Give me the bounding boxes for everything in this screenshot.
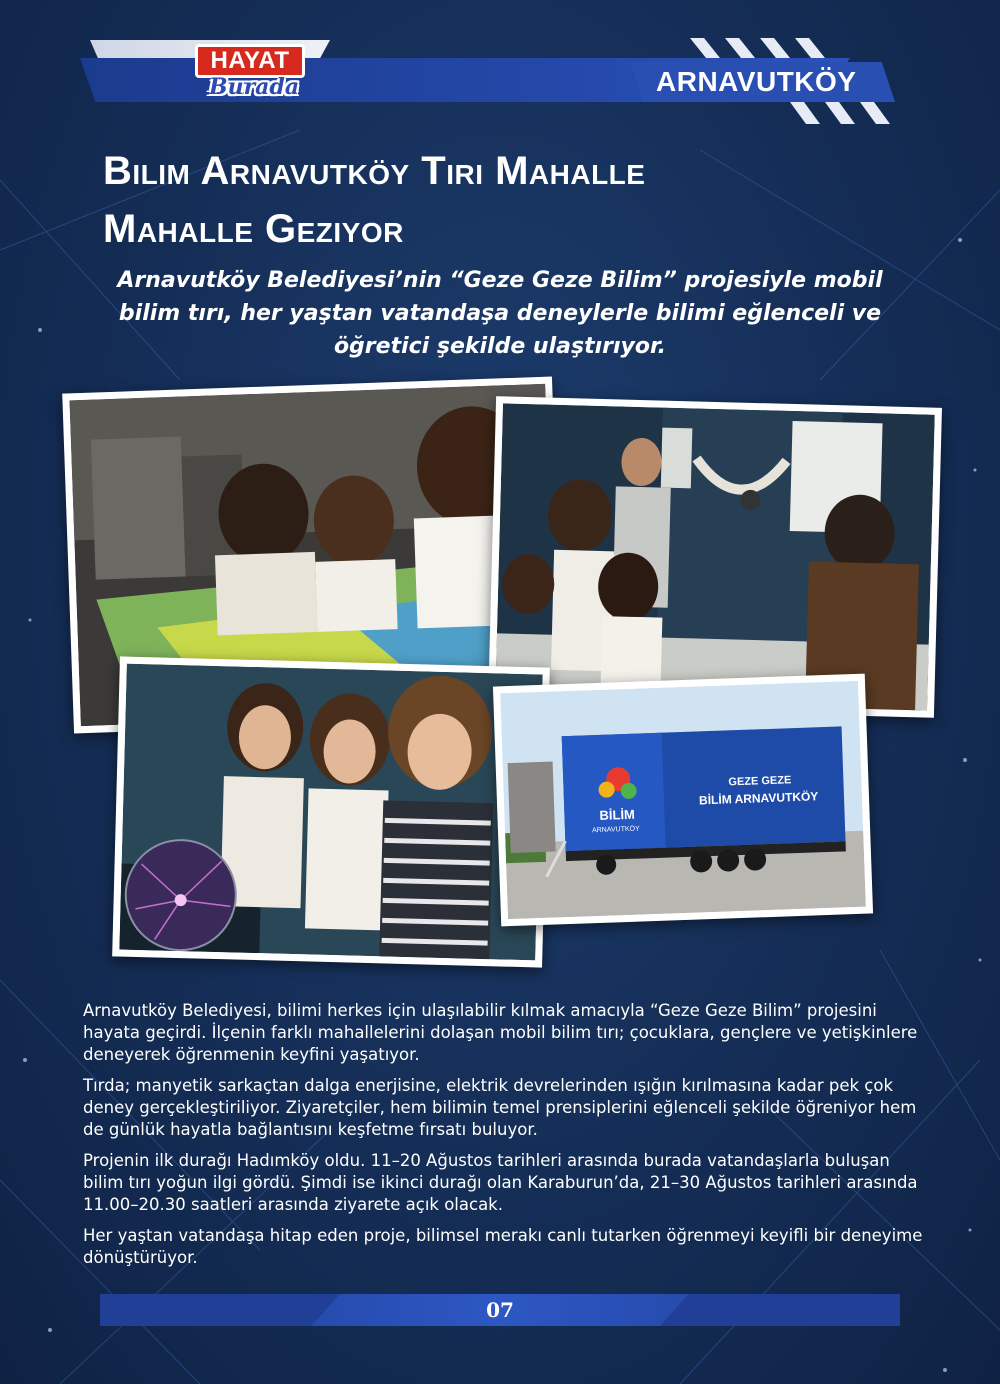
body-paragraph: Tırda; manyetik sarkaçtan dalga enerjisine, elektrik devrelerinden ışığın kırılmasına kadar pek çok deney gerçekleştiriliyor. Ziyaretçiler, hem bilimin temel prensiplerini eğlenceli şekilde öğreniyor hem de günlük hayatla bağlantısını keşfetme fırsatı buluyor. [83, 1076, 917, 1139]
body-paragraph: Projenin ilk durağı Hadımköy oldu. 11–20 Ağustos tarihleri arasında burada vatandaşlarla buluşan bilim tırı yoğun ilgi gördü. Şimdi ise ikinci durağı olan Karaburun’da, 21–30 Ağustos tarihleri arasında 11.00–20.30 saatleri arasında ziyarete açık olacak. [83, 1151, 918, 1214]
photo-science-truck [493, 674, 873, 927]
body-paragraph: Arnavutköy Belediyesi, bilimi herkes için ulaşılabilir kılmak amacıyla “Geze Geze Bilim” projesini hayata geçirdi. İlçenin farklı mahallelerini dolaşan mobil bilim tırı; çocuklara, gençlere ve yetişkinlere deneyerek öğrenmenin keyfini yaşatıyor. [83, 1001, 918, 1064]
footer-accent-right [660, 1294, 900, 1326]
truck-side-text-1: GEZE GEZE [728, 774, 792, 789]
footer-accent-left [100, 1294, 340, 1326]
photo-pendulum-exhibit [488, 396, 942, 718]
hayat-burada-logo [195, 42, 305, 104]
article-title [103, 142, 903, 258]
truck-side-text-2: BİLİM ARNAVUTKÖY [698, 789, 819, 808]
region-label: ARNAVUTKÖY [656, 66, 857, 97]
title-line-1: Bilim Arnavutköy Tırı Mahalle [103, 149, 646, 193]
truck-brand-sub-text: ARNAVUTKÖY [591, 825, 640, 835]
truck-brand-text: BİLİM [599, 806, 636, 823]
article-subtitle: Arnavutköy Belediyesi’nin “Geze Geze Bilim” projesiyle mobil bilim tırı, her yaştan vatandaşa deneylerle bilimi eğlenceli ve öğretici şekilde ulaştırıyor. [117, 268, 883, 359]
page-number: 07 [486, 1298, 514, 1322]
photo-plasma-ball [112, 656, 550, 967]
logo-burada-text: Burada [209, 74, 300, 100]
article-body [83, 1000, 923, 1278]
logo-hayat-text: HAYAT [195, 44, 305, 78]
title-line-2: Mahalle Geziyor [103, 207, 404, 251]
body-paragraph: Her yaştan vatandaşa hitap eden proje, bilimsel merakı canlı tutarken öğrenmeyi keyifli bir deneyime dönüştürüyor. [83, 1226, 923, 1267]
